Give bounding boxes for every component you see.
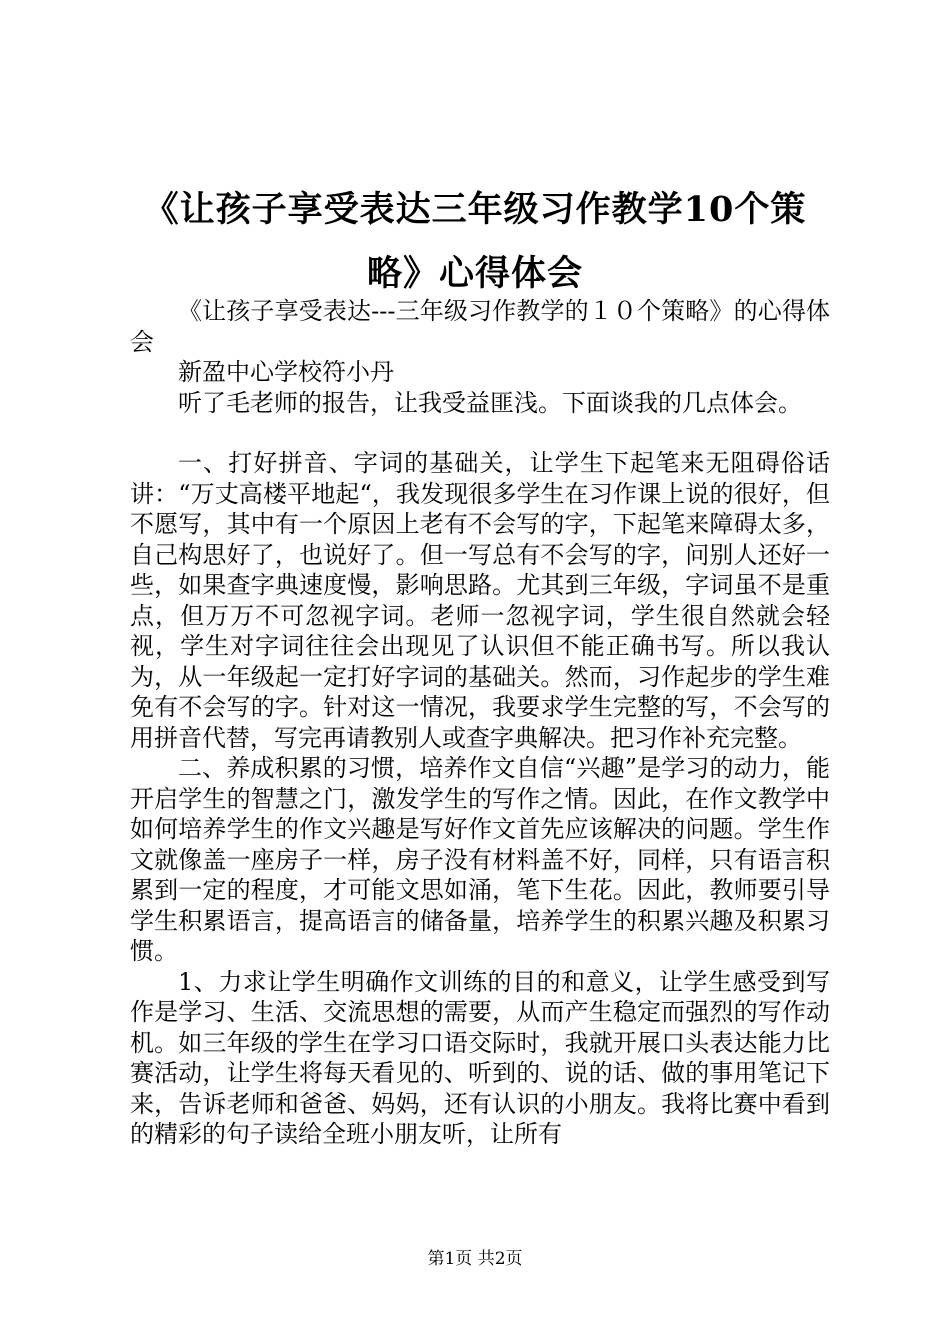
intro-paragraph: 听了毛老师的报告，让我受益匪浅。下面谈我的几点体会。 (178, 388, 802, 417)
section-2-paragraph: 二、养成积累的习惯，培养作文自信“兴趣”是学习的动力，能开启学生的智慧之门，激发学生的写作之情。因此，在作文教学中如何培养学生的作文兴趣是写好作文首先应该解决的问题。学生作文就像盖一座房子一样，房子没有材料盖不好，同样，只有语言积累到一定的程度，才可能文思如涌，笔下生花。因此，教师要引导学生积累语言，提高语言的储备量，培养学生的积累兴趣及积累习惯。 (130, 754, 830, 965)
document-body (130, 296, 830, 1150)
title-line-2: 略》心得体会 (366, 253, 583, 294)
point-1-paragraph: 1、力求让学生明确作文训练的目的和意义，让学生感受到写作是学习、生活、交流思想的需要，从而产生稳定而强烈的写作动机。如三年级的学生在学习口语交际时，我就开展口头表达能力比赛活动，让学生将每天看见的、听到的、说的话、做的事用笔记下来，告诉老师和爸爸、妈妈，还有认识的小朋友。我将比赛中看到的精彩的句子读给全班小朋友听，让所有 (130, 967, 830, 1148)
title-line-1: 《让孩子享受表达三年级习作教学10个策 (143, 189, 807, 230)
page-footer: 第1页 共2页 (427, 1249, 523, 1269)
section-1-paragraph: 一、打好拼音、字词的基础关，让学生下起笔来无阻碍俗话讲：“万丈高楼平地起“，我发现很多学生在习作课上说的很好，但不愿写，其中有一个原因上老有不会写的字，下起笔来障碍太多，自己构思好了，也说好了。但一写总有不会写的字，问别人还好一些，如果查字典速度慢，影响思路。尤其到三年级，字词虽不是重点，但万万不可忽视字词。老师一忽视字词，学生很自然就会轻视，学生对字词往往会出现见了认识但不能正确书写。所以我认为，从一年级起一定打好字词的基础关。然而，习作起步的学生难免有不会写的字。针对这一情况，我要求学生完整的写，不会写的用拼音代替，写完再请教别人或查字典解决。把习作补充完整。 (130, 449, 830, 752)
document-title (100, 178, 850, 306)
author-line: 新盈中心学校符小丹 (178, 358, 394, 386)
subtitle-paragraph: 《让孩子享受表达---三年级习作教学的１０个策略》的心得体会 (130, 297, 830, 356)
